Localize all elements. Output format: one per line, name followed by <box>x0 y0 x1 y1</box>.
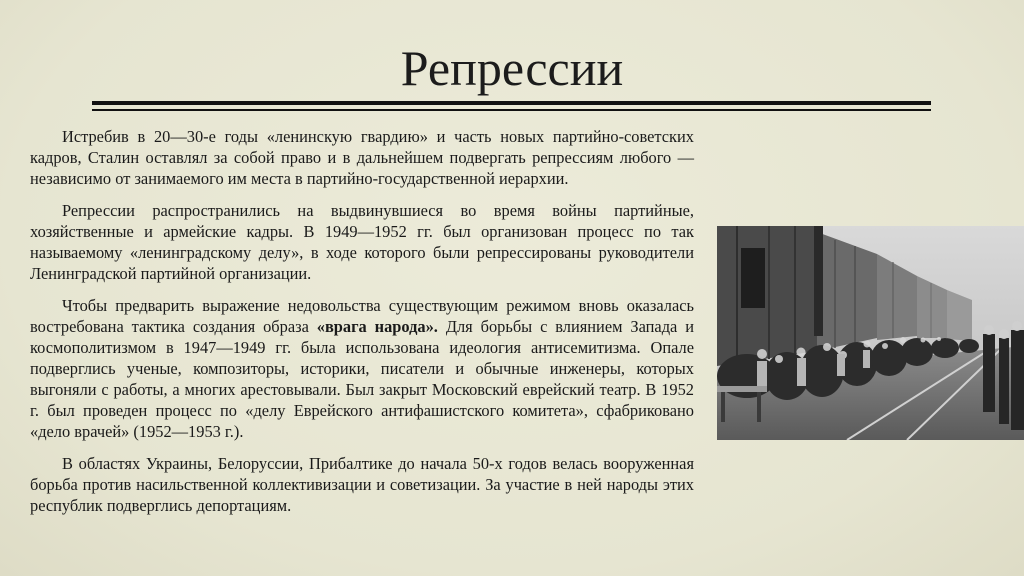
paragraph-1: Истребив в 20—30-е годы «ленинскую гвардию» и часть новых партийно-советских кадров, Сталин оставлял за собой право и в дальнейшем подвергать репрессиям любого — независимо от занимаемого им места в партийно-государственной иерархии. <box>30 127 694 188</box>
paragraph-2: Репрессии распространились на выдвинувшиеся во время войны партийные, хозяйственные и армейские кадры. В 1949—1952 гг. был организован процесс по так называемому «ленинградскому делу», в ходе которого были репрессированы руководители Ленинградской партийной организации. <box>30 201 694 283</box>
paragraph-3 <box>30 295 694 442</box>
title-rule-thick <box>92 101 931 105</box>
paragraph-4: В областях Украины, Белоруссии, Прибалтике до начала 50-х годов велась вооруженная борьба против насильственной коллективизации и советизации. За участие в ней народы этих республик подверглись депортациям. <box>30 454 694 515</box>
title-rule-thin <box>92 109 931 111</box>
slide-title: Репрессии <box>400 40 624 96</box>
paragraph-3-start: Чтобы предварить выражение недовольства существующим режимом вновь оказалась востребована тактика создания образа <box>30 296 694 336</box>
paragraph-3-end: Для борьбы с влиянием Запада и космополитизмом в 1947—1949 гг. была использована идеология антисемитизма. Опале подверглись ученые, композиторы, историки, писатели и обычные инженеры, которых выгоняли с работы, а многих арестовывали. Был закрыт Московский еврейский театр. В 1952 г. был проведен процесс по «делу Еврейского антифашистского комитета», сфабриковано «дело врачей» (1952—1953 г.). <box>30 317 694 441</box>
paragraph-3-bold-term: «врага народа». <box>316 317 438 336</box>
body-text <box>30 126 694 527</box>
deportation-train-photo <box>717 226 1024 440</box>
